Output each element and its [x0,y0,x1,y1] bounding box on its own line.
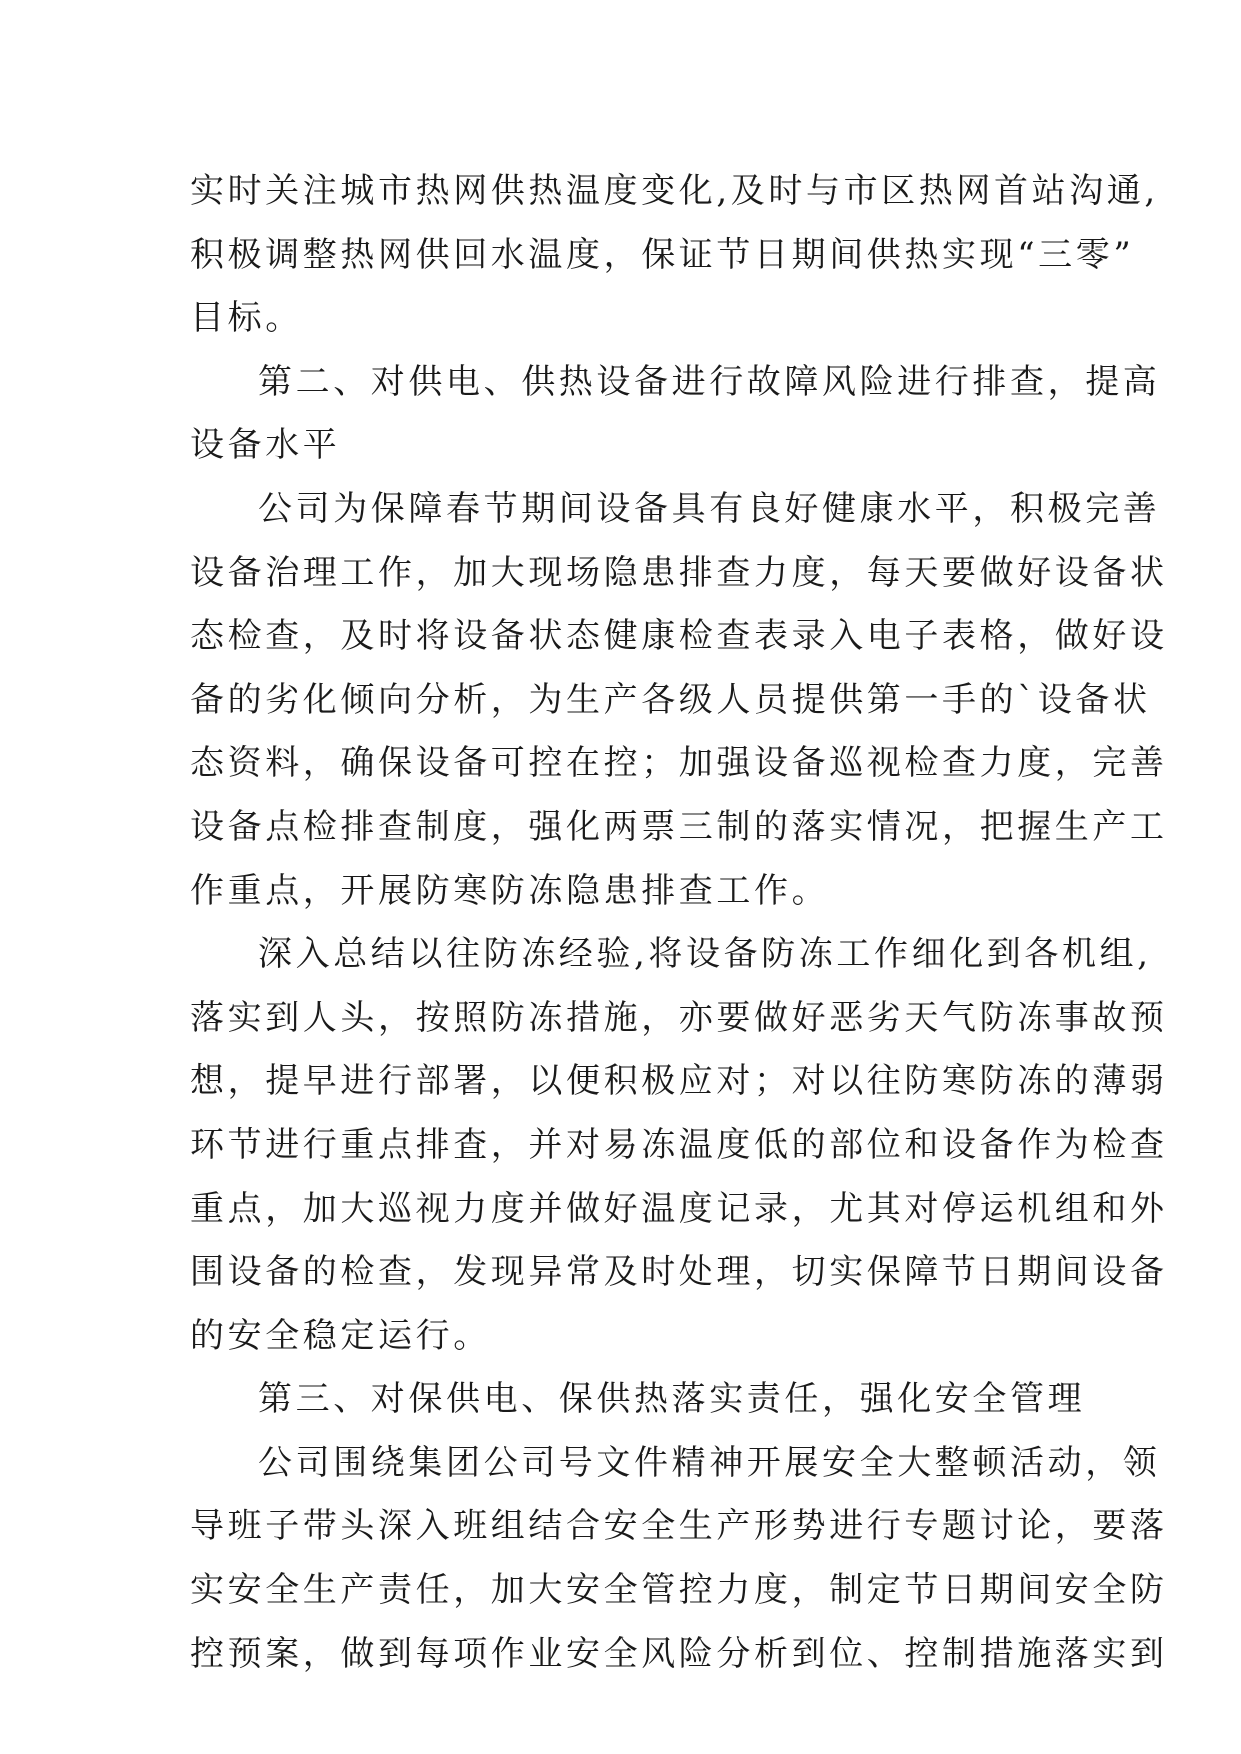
text-line: 落实到人头，按照防冻措施，亦要做好恶劣天气防冻事故预 [190,997,1168,1038]
paragraph [190,160,1159,351]
text-line: 公司围绕集团公司号文件精神开展安全大整顿活动，领 [258,1442,1161,1483]
text-line: 目标。 [190,298,303,339]
text-line: 态资料，确保设备可控在控；加强设备巡视检查力度，完善 [190,743,1168,784]
text-line: 实时关注城市热网供热温度变化,及时与市区热网首站沟通, [190,171,1159,211]
text-line: 公司为保障春节期间设备具有良好健康水平，积极完善 [258,488,1161,529]
text-line: 重点，加大巡视力度并做好温度记录，尤其对停运机组和外 [190,1188,1168,1229]
text-line: 第二、对供电、供热设备进行故障风险进行排查，提高 [258,361,1161,402]
text-line: 实安全生产责任，加大安全管控力度，制定节日期间安全防 [190,1570,1168,1611]
text-line: 的安全稳定运行。 [190,1315,491,1356]
document-body [190,160,1168,1686]
text-line: 深入总结以往防冻经验,将设备防冻工作细化到各机组, [258,934,1152,975]
paragraph [190,478,1168,923]
text-line: 设备治理工作，加大现场隐患排查力度，每天要做好设备状 [190,552,1168,593]
paragraph [190,1432,1168,1686]
text-line: 导班子带头深入班组结合安全生产形势进行专题讨论，要落 [190,1506,1168,1547]
text-line: 围设备的检查，发现异常及时处理，切实保障节日期间设备 [190,1252,1168,1293]
section-heading [190,351,1161,478]
text-line: 想，提早进行部署，以便积极应对；对以往防寒防冻的薄弱 [190,1061,1168,1102]
text-line: 环节进行重点排査，并对易冻温度低的部位和设备作为检查 [190,1124,1168,1165]
text-line: 第三、对保供电、保供热落实责任，强化安全管理 [258,1379,1086,1420]
section-heading [190,1368,1086,1432]
text-line: 控预案，做到每项作业安全风险分析到位、控制措施落实到 [190,1633,1168,1674]
text-line: 积极调整热网供回水温度，保证节日期间供热实现“三零” [190,234,1135,275]
paragraph [190,923,1168,1368]
text-line: 作重点，开展防寒防冻隐患排查工作。 [190,870,830,911]
text-line: 备的劣化倾向分析，为生产各级人员提供第一手的`设备状 [190,679,1151,720]
text-line: 设备点检排查制度，强化两票三制的落实情况，把握生产工 [190,806,1168,847]
text-line: 设备水平 [190,425,341,466]
text-line: 态检查，及时将设备状态健康检查表录入电子表格，做好设 [190,616,1168,657]
